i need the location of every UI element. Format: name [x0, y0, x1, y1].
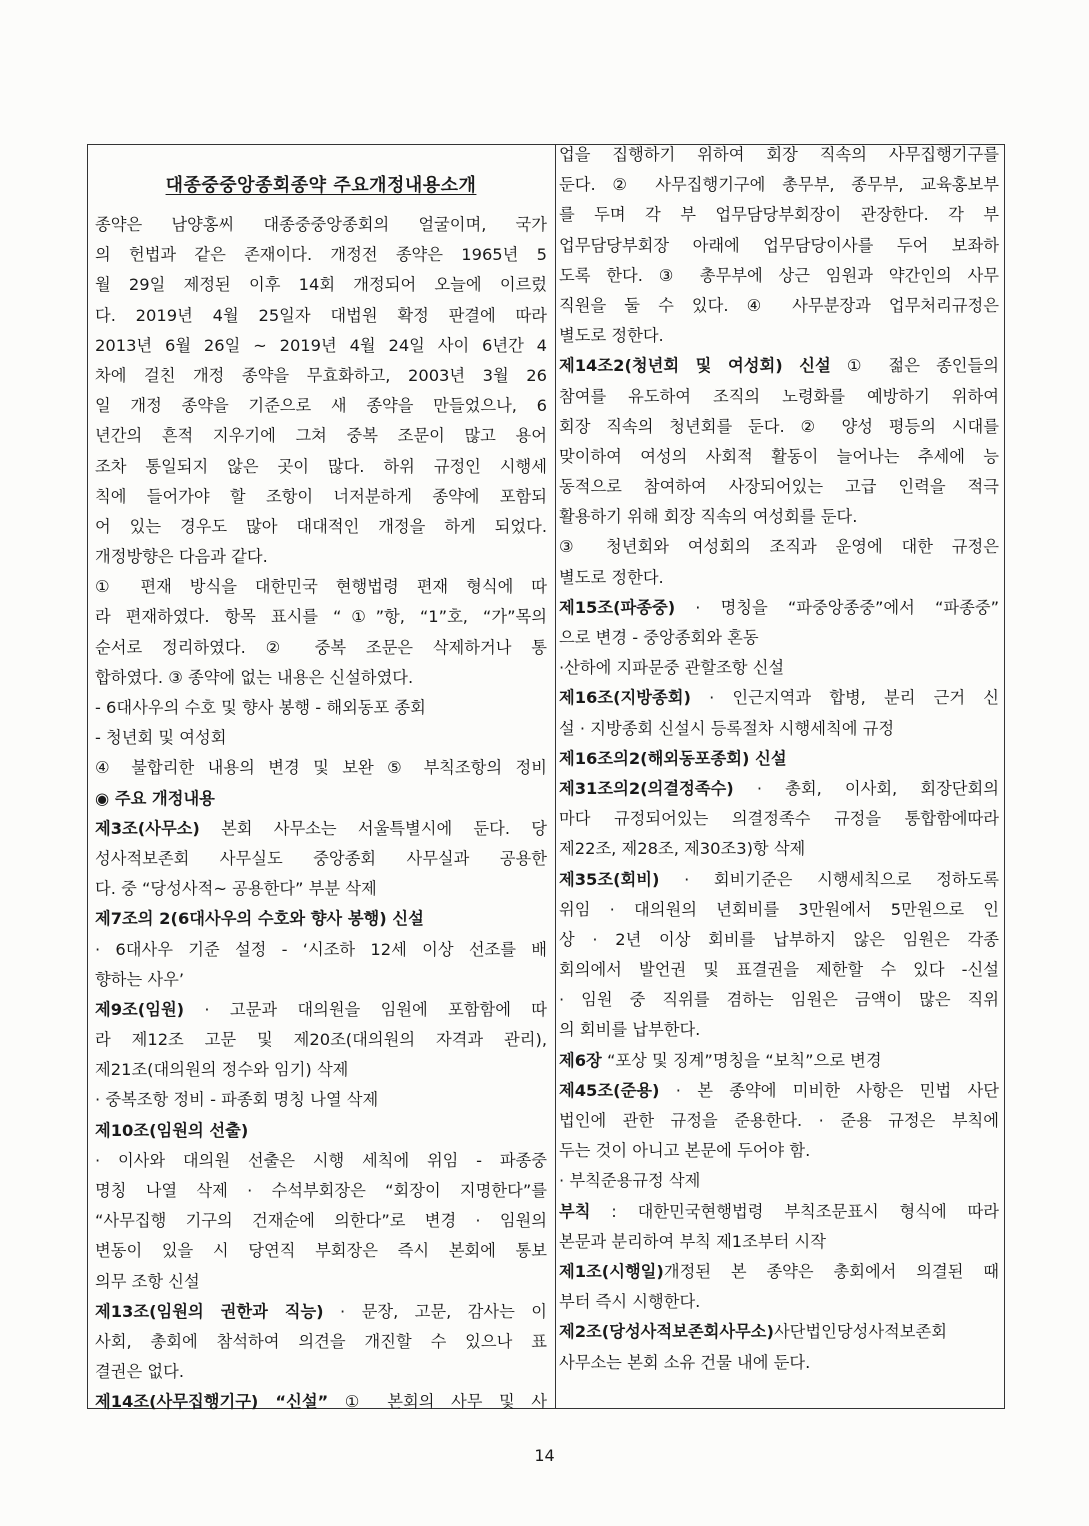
line-text: 다. 2019년 4월 25일자 대법원 확정 판결에 따라: [95, 305, 547, 325]
text-line: [95, 301, 547, 331]
text-line: [559, 412, 999, 442]
article-title: 대종중중앙종회종약 주요개정내용소개: [165, 175, 477, 196]
line-text: 참여를 유도하여 조직의 노령화를 예방하기 위하여: [559, 386, 999, 406]
section-heading: 제14조(사무집행기구) “신설”: [95, 1392, 329, 1412]
text-line: [559, 653, 999, 683]
line-text: 개정방향은 다음과 같다.: [95, 547, 268, 567]
text-line: [95, 693, 547, 723]
line-text: 라 제12조 고문 및 제20조(대의원의 자격과 관리),: [95, 1030, 547, 1050]
line-text: ① 편재 방식을 대한민국 현행법령 편재 형식에 따: [95, 577, 547, 597]
line-text: 활용하기 위해 회장 직속의 여성회를 둔다.: [559, 507, 858, 527]
line-text: : 대한민국현행법령 부칙조문표시 형식에 따라: [590, 1201, 999, 1221]
line-text: 둔다. ② 사무집행기구에 총무부, 종무부, 교육홍보부: [559, 175, 999, 195]
text-line: [95, 633, 547, 663]
line-text: 맞이하여 여성의 사회적 활동이 늘어나는 추세에 능: [559, 446, 999, 466]
text-line: [559, 1106, 999, 1136]
line-text: 제21조(대의원의 정수와 임기) 삭제: [95, 1060, 349, 1080]
text-line: [559, 1317, 999, 1347]
line-text: 직원을 둘 수 있다. ④ 사무분장과 업무처리규정은: [559, 295, 999, 315]
text-line: [95, 482, 547, 512]
section-heading: 제16조의2(해외동포종회) 신설: [559, 748, 787, 768]
line-text: ③ 청년회와 여성회의 조직과 운영에 대한 규정은: [559, 537, 999, 557]
line-text: · 총회, 이사회, 회장단회의: [733, 778, 999, 798]
text-line: [559, 351, 999, 381]
text-line: [95, 572, 547, 602]
line-text: ① 젊은 종인들의: [830, 356, 999, 376]
line-text: 성사적보존회 사무실도 중앙종회 사무실과 공용한: [95, 848, 547, 868]
text-line: [559, 1257, 999, 1287]
line-text: “사무집행 기구의 건재순에 의한다”로 변경 · 임원의: [95, 1211, 547, 1231]
line-text: 상 · 2년 이상 회비를 납부하지 않은 임원은 각종: [559, 929, 999, 949]
text-line: [559, 955, 999, 985]
text-line: [559, 170, 999, 200]
text-line: [559, 1136, 999, 1166]
line-text: 본문과 분리하여 부칙 제1조부터 시작: [559, 1231, 826, 1251]
line-text: · 인근지역과 합병, 분리 근거 신: [690, 688, 999, 708]
text-line: [95, 1055, 547, 1085]
line-text: 년간의 흔적 지우기에 그쳐 중복 조문이 많고 용어: [95, 426, 547, 446]
text-line: [559, 804, 999, 834]
text-line: [95, 723, 547, 753]
text-line: [95, 270, 547, 300]
line-text: · 중복조항 정비 - 파종회 명칭 나열 삭제: [95, 1090, 379, 1110]
text-line: [559, 563, 999, 593]
line-text: 합하였다. ③ 종약에 없는 내용은 신설하였다.: [95, 667, 414, 687]
line-text: 별도로 정한다.: [559, 326, 664, 346]
text-line: [95, 512, 547, 542]
line-text: “포상 및 징계”명칭을 “보칙”으로 변경: [601, 1050, 882, 1070]
line-text: 일 개정 종약을 기준으로 새 종약을 만들었으나, 6: [95, 396, 547, 416]
text-line: [559, 865, 999, 895]
text-line: [559, 291, 999, 321]
text-line: [559, 382, 999, 412]
text-line: [559, 261, 999, 291]
section-heading: 제9조(임원): [95, 999, 185, 1019]
text-line: [95, 784, 547, 814]
section-heading: 제10조(임원의 선출): [95, 1120, 249, 1140]
line-text: 결권은 없다.: [95, 1362, 184, 1382]
line-text: 의무 조항 신설: [95, 1271, 200, 1291]
text-line: [95, 844, 547, 874]
line-text: 마다 규정되어있는 의결정족수 규정을 통합함에따라: [559, 809, 999, 829]
line-text: 사회, 총회에 참석하여 의견을 개진할 수 있으나 표: [95, 1331, 547, 1351]
text-line: [559, 1227, 999, 1257]
line-text: 동적으로 참여하여 사장되어있는 고급 인력을 적극: [559, 477, 999, 497]
section-heading: 제2조(당성사적보존회사무소): [559, 1322, 774, 1342]
text-line: [559, 985, 999, 1015]
text-line: [95, 361, 547, 391]
line-text: · 6대사우 기준 설정 - ‘시조하 12세 이상 선조를 배: [95, 939, 547, 959]
section-heading: 제15조(파종중): [559, 597, 676, 617]
text-line: [559, 1348, 999, 1378]
text-line: [95, 1206, 547, 1236]
line-text: 어 있는 경우도 많아 대대적인 개정을 하게 되었다.: [95, 516, 547, 536]
section-heading: 제45조(준용): [559, 1080, 660, 1100]
section-heading: 제1조(시행일): [559, 1261, 664, 1281]
text-line: [95, 1116, 547, 1146]
section-heading: 제7조의 2(6대사우의 수호와 향사 봉행) 신설: [95, 909, 424, 929]
line-text: 제22조, 제28조, 제30조3)항 삭제: [559, 839, 806, 859]
line-text: 별도로 정한다.: [559, 567, 664, 587]
text-line: [559, 1197, 999, 1227]
text-line: [559, 1166, 999, 1196]
text-line: [559, 1015, 999, 1045]
text-line: [559, 200, 999, 230]
text-line: [95, 995, 547, 1025]
line-text: 향하는 사우’: [95, 969, 184, 989]
text-line: [95, 210, 547, 240]
section-heading: 제13조(임원의 권한과 직능): [95, 1301, 324, 1321]
text-line: [95, 663, 547, 693]
text-line: [559, 1046, 999, 1076]
line-text: 으로 변경 - 중앙종회와 혼동: [559, 628, 759, 647]
line-text: · 본 종약에 미비한 사항은 민법 사단: [659, 1080, 999, 1100]
text-line: [95, 1357, 547, 1387]
text-line: [559, 140, 999, 170]
text-line: [559, 442, 999, 472]
line-text: 본회 사무소는 서울특별시에 둔다. 당: [199, 818, 547, 838]
line-text: · 명칭을 “파중앙종중”에서 “파종중”: [675, 597, 999, 617]
line-text: ① 본회의 사무 및 사: [328, 1392, 547, 1412]
text-line: [559, 321, 999, 351]
line-text: · 부칙준용규정 삭제: [559, 1171, 701, 1191]
text-line: [559, 1076, 999, 1106]
text-line: [559, 231, 999, 261]
text-line: [95, 391, 547, 421]
text-line: [559, 532, 999, 562]
text-line: [95, 1297, 547, 1327]
text-line: [559, 714, 999, 744]
text-line: [95, 1327, 547, 1357]
line-text: 를 두며 각 부 업무담당부회장이 관장한다. 각 부: [559, 205, 999, 225]
text-line: [95, 1176, 547, 1206]
line-text: 사단법인당성사적보존회: [773, 1322, 947, 1342]
text-line: [95, 904, 547, 934]
text-line: [95, 965, 547, 995]
line-text: 설 · 지방종회 신설시 등록절차 시행세칙에 규정: [559, 718, 895, 738]
line-text: 회의에서 발언권 및 표결권을 제한할 수 있다 -신설: [559, 960, 999, 980]
line-text: 개정된 본 종약은 총회에서 의결된 때: [663, 1261, 999, 1281]
text-line: [95, 542, 547, 572]
right-column: [559, 140, 999, 1378]
line-text: ④ 불합리한 내용의 변경 및 보완 ⑤ 부칙조항의 정비: [95, 758, 547, 778]
text-line: [559, 1287, 999, 1317]
line-text: 의 회비를 납부한다.: [559, 1020, 701, 1040]
text-line: [95, 602, 547, 632]
line-text: 라 편재하였다. 항목 표시를 “①”항, “1”호, “가”목의: [95, 607, 547, 627]
line-text: 순서로 정리하였다. ② 중복 조문은 삭제하거나 통: [95, 637, 547, 657]
column-divider: [555, 144, 556, 1409]
line-text: 의 헌법과 같은 존재이다. 개정전 종약은 1965년 5: [95, 245, 547, 265]
line-text: 다. 중 “당성사적~ 공용한다” 부분 삭제: [95, 879, 377, 899]
line-text: · 이사와 대의원 선출은 시행 세칙에 위임 - 파종중: [95, 1150, 547, 1170]
line-text: 칙에 들어가야 할 조항이 너저분하게 종약에 포함되: [95, 486, 547, 506]
text-line: [559, 895, 999, 925]
line-text: 업무담당부회장 아래에 업무담당이사를 두어 보좌하: [559, 235, 999, 255]
page-number: 14: [534, 1446, 555, 1465]
text-line: [95, 1025, 547, 1055]
text-line: [559, 623, 999, 653]
line-text: 부터 즉시 시행한다.: [559, 1292, 701, 1312]
text-line: [95, 1236, 547, 1266]
line-text: · 문장, 고문, 감사는 이: [323, 1301, 547, 1321]
line-text: 변동이 있을 시 당연직 부회장은 즉시 본회에 통보: [95, 1241, 547, 1261]
text-line: [95, 240, 547, 270]
line-text: 2013년 6월 26일 ~ 2019년 4월 24일 사이 6년간 4: [95, 335, 547, 355]
text-line: [95, 331, 547, 361]
text-line: [95, 1387, 547, 1417]
text-line: [95, 1267, 547, 1297]
line-text: 명칭 나열 삭제 · 수석부회장은 “회장이 지명한다”를: [95, 1181, 547, 1200]
line-text: 업을 집행하기 위하여 회장 직속의 사무집행기구를: [559, 145, 999, 164]
line-text: 두는 것이 아니고 본문에 두어야 함.: [559, 1141, 811, 1161]
line-text: 종약은 남양홍씨 대종중중앙종회의 얼굴이며, 국가: [95, 215, 547, 234]
line-text: · 고문과 대의원을 임원에 포함함에 따: [184, 999, 547, 1019]
line-text: · 임원 중 직위를 겸하는 임원은 금액이 많은 직위: [559, 990, 999, 1010]
right-column-body: [559, 140, 999, 1378]
section-heading: 부칙: [559, 1201, 591, 1221]
section-heading: 제35조(회비): [559, 869, 660, 889]
section-heading: 제14조2(청년회 및 여성회) 신설: [559, 356, 831, 376]
line-text: 회장 직속의 청년회를 둔다. ② 양성 평등의 시대를: [559, 416, 999, 436]
text-line: [559, 472, 999, 502]
text-line: [95, 452, 547, 482]
line-text: 사무소는 본회 소유 건물 내에 둔다.: [559, 1352, 811, 1372]
section-heading: 제31조의2(의결정족수): [559, 778, 734, 798]
left-column: [95, 148, 547, 1418]
left-column-body: [95, 210, 547, 1418]
text-line: [95, 874, 547, 904]
line-text: 차에 걸친 개정 종약을 무효화하고, 2003년 3월 26: [95, 365, 547, 385]
line-text: - 청년회 및 여성회: [95, 728, 227, 748]
line-text: 월 29일 제정된 이후 14회 개정되어 오늘에 이르렀: [95, 275, 547, 295]
line-text: ·산하에 지파문중 관할조항 신설: [559, 658, 785, 678]
text-line: [559, 502, 999, 532]
line-text: 위임 · 대의원의 년회비를 3만원에서 5만원으로 인: [559, 899, 999, 919]
text-line: [95, 753, 547, 783]
text-line: [559, 593, 999, 623]
line-text: - 6대사우의 수호 및 향사 봉행 - 해외동포 종회: [95, 698, 426, 717]
text-line: [559, 774, 999, 804]
text-line: [95, 1146, 547, 1176]
text-line: [559, 925, 999, 955]
section-heading: ◉ 주요 개정내용: [95, 788, 215, 808]
text-line: [559, 834, 999, 864]
line-text: 도록 한다. ③ 총무부에 상근 임원과 약간인의 사무: [559, 265, 999, 285]
text-line: [95, 1085, 547, 1115]
section-heading: 제16조(지방종회): [559, 688, 691, 708]
text-line: [95, 421, 547, 451]
text-line: [559, 744, 999, 774]
section-heading: 제6장: [559, 1050, 602, 1070]
line-text: · 회비기준은 시행세칙으로 정하도록: [659, 869, 999, 889]
line-text: 조차 통일되지 않은 곳이 많다. 하위 규정인 시행세: [95, 456, 547, 476]
line-text: 법인에 관한 규정을 준용한다. · 준용 규정은 부칙에: [559, 1111, 999, 1130]
section-heading: 제3조(사무소): [95, 818, 200, 838]
text-line: [95, 814, 547, 844]
text-line: [95, 935, 547, 965]
text-line: [559, 683, 999, 713]
